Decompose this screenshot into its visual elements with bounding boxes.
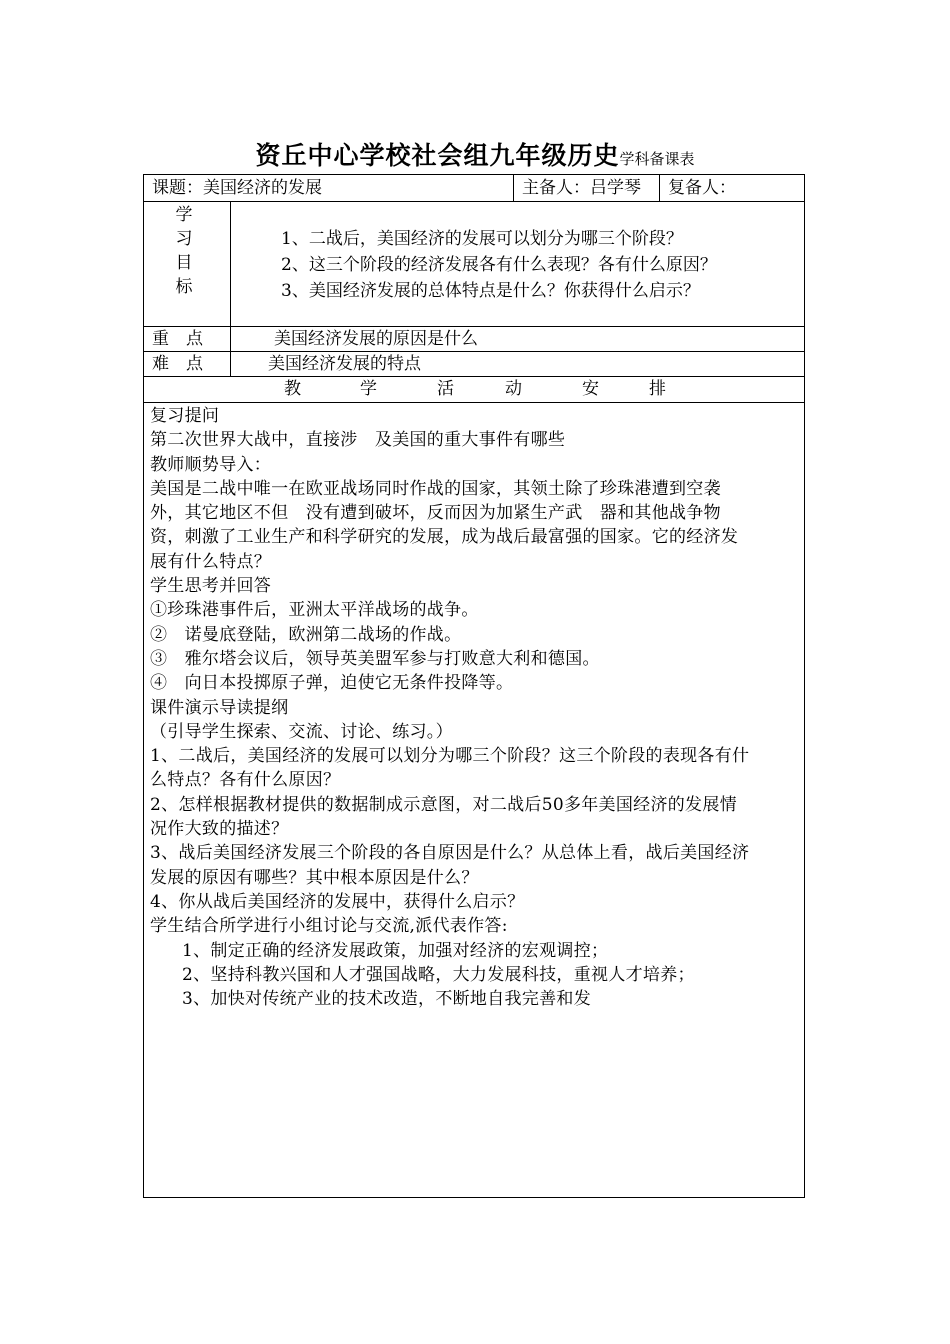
- col-divider: [513, 175, 514, 201]
- title-main: 资丘中心学校社会组九年级历史: [255, 141, 620, 170]
- content-line: ③ 雅尔塔会议后，领导英美盟军参与打败意大利和德国。: [150, 648, 600, 669]
- goal-item: 2、这三个阶段的经济发展各有什么表现？各有什么原因？: [281, 255, 717, 275]
- content-line: 2、怎样根据教材提供的数据制成示意图，对二战后50多年美国经济的发展情: [150, 794, 737, 815]
- content-line: 么特点？各有什么原因？: [150, 770, 341, 791]
- content-line: 3、战后美国经济发展三个阶段的各自原因是什么？从总体上看，战后美国经济: [150, 843, 750, 864]
- content-line: 课件演示导读提纲: [150, 697, 289, 718]
- row-divider: [144, 351, 804, 352]
- title-sub: 学科备课表: [619, 150, 695, 168]
- activity-content: [150, 404, 802, 1011]
- row-divider: [144, 201, 804, 202]
- difficulty-value: 美国经济发展的特点: [268, 354, 421, 374]
- content-line: 复习提问: [150, 406, 220, 426]
- co-preparer-cell: 复备人：: [668, 178, 736, 198]
- topic-cell: 课题：美国经济的发展: [152, 178, 322, 198]
- page-title: [0, 136, 950, 172]
- col-divider: [230, 201, 231, 376]
- content-line: 教师顺势导入：: [150, 454, 272, 475]
- content-line: 资，刺激了工业生产和科学研究的发展，成为战后最富强的国家。它的经济发: [150, 527, 739, 548]
- content-line: 第二次世界大战中，直接涉 及美国的重大事件有哪些: [150, 430, 566, 451]
- content-line: ④ 向日本投掷原子弹，迫使它无条件投降等。: [150, 673, 514, 694]
- difficulty-label: 难 点: [152, 354, 203, 374]
- goal-item: 3、美国经济发展的总体特点是什么？你获得什么启示？: [281, 281, 700, 301]
- content-line: 学生结合所学进行小组讨论与交流,派代表作答:: [150, 916, 508, 937]
- lesson-plan-table: [143, 174, 805, 1198]
- content-line: 外，其它地区不但 没有遭到破坏，反而因为加紧生产武 器和其他战争物: [150, 503, 721, 524]
- content-line: ② 诺曼底登陆，欧洲第二战场的作战。: [150, 624, 462, 645]
- goals-label: 学 习 目 标: [175, 205, 193, 297]
- activity-header: 教 学 活 动 安 排: [284, 379, 666, 399]
- goal-item: 1、二战后，美国经济的发展可以划分为哪三个阶段？: [281, 229, 683, 249]
- goals-list: [281, 227, 717, 305]
- content-line: 学生思考并回答: [150, 576, 272, 597]
- col-divider: [659, 175, 660, 201]
- lead-preparer-cell: 主备人：吕学琴: [522, 178, 641, 198]
- focus-value: 美国经济发展的原因是什么: [274, 329, 478, 349]
- content-line: 展有什么特点？: [150, 551, 272, 572]
- focus-label: 重 点: [152, 329, 203, 349]
- content-line: 美国是二战中唯一在欧亚战场同时作战的国家，其领土除了珍珠港遭到空袭: [150, 478, 721, 499]
- content-line: 1、二战后，美国经济的发展可以划分为哪三个阶段？这三个阶段的表现各有什: [150, 746, 750, 767]
- content-line: 4、你从战后美国经济的发展中，获得什么启示？: [150, 891, 525, 912]
- answer-line: 3、加快对传统产业的技术改造，不断地自我完善和发: [182, 989, 592, 1010]
- content-line: ①珍珠港事件后，亚洲太平洋战场的战争。: [150, 600, 479, 621]
- answer-line: 1、制定正确的经济发展政策，加强对经济的宏观调控；: [182, 940, 609, 961]
- content-line: （引导学生探索、交流、讨论、练习。）: [150, 721, 453, 742]
- content-line: 况作大致的描述？: [150, 819, 289, 840]
- content-line: 发展的原因有哪些？其中根本原因是什么？: [150, 867, 479, 888]
- answer-line: 2、坚持科教兴国和人才强国战略，大力发展科技，重视人才培养；: [182, 964, 695, 985]
